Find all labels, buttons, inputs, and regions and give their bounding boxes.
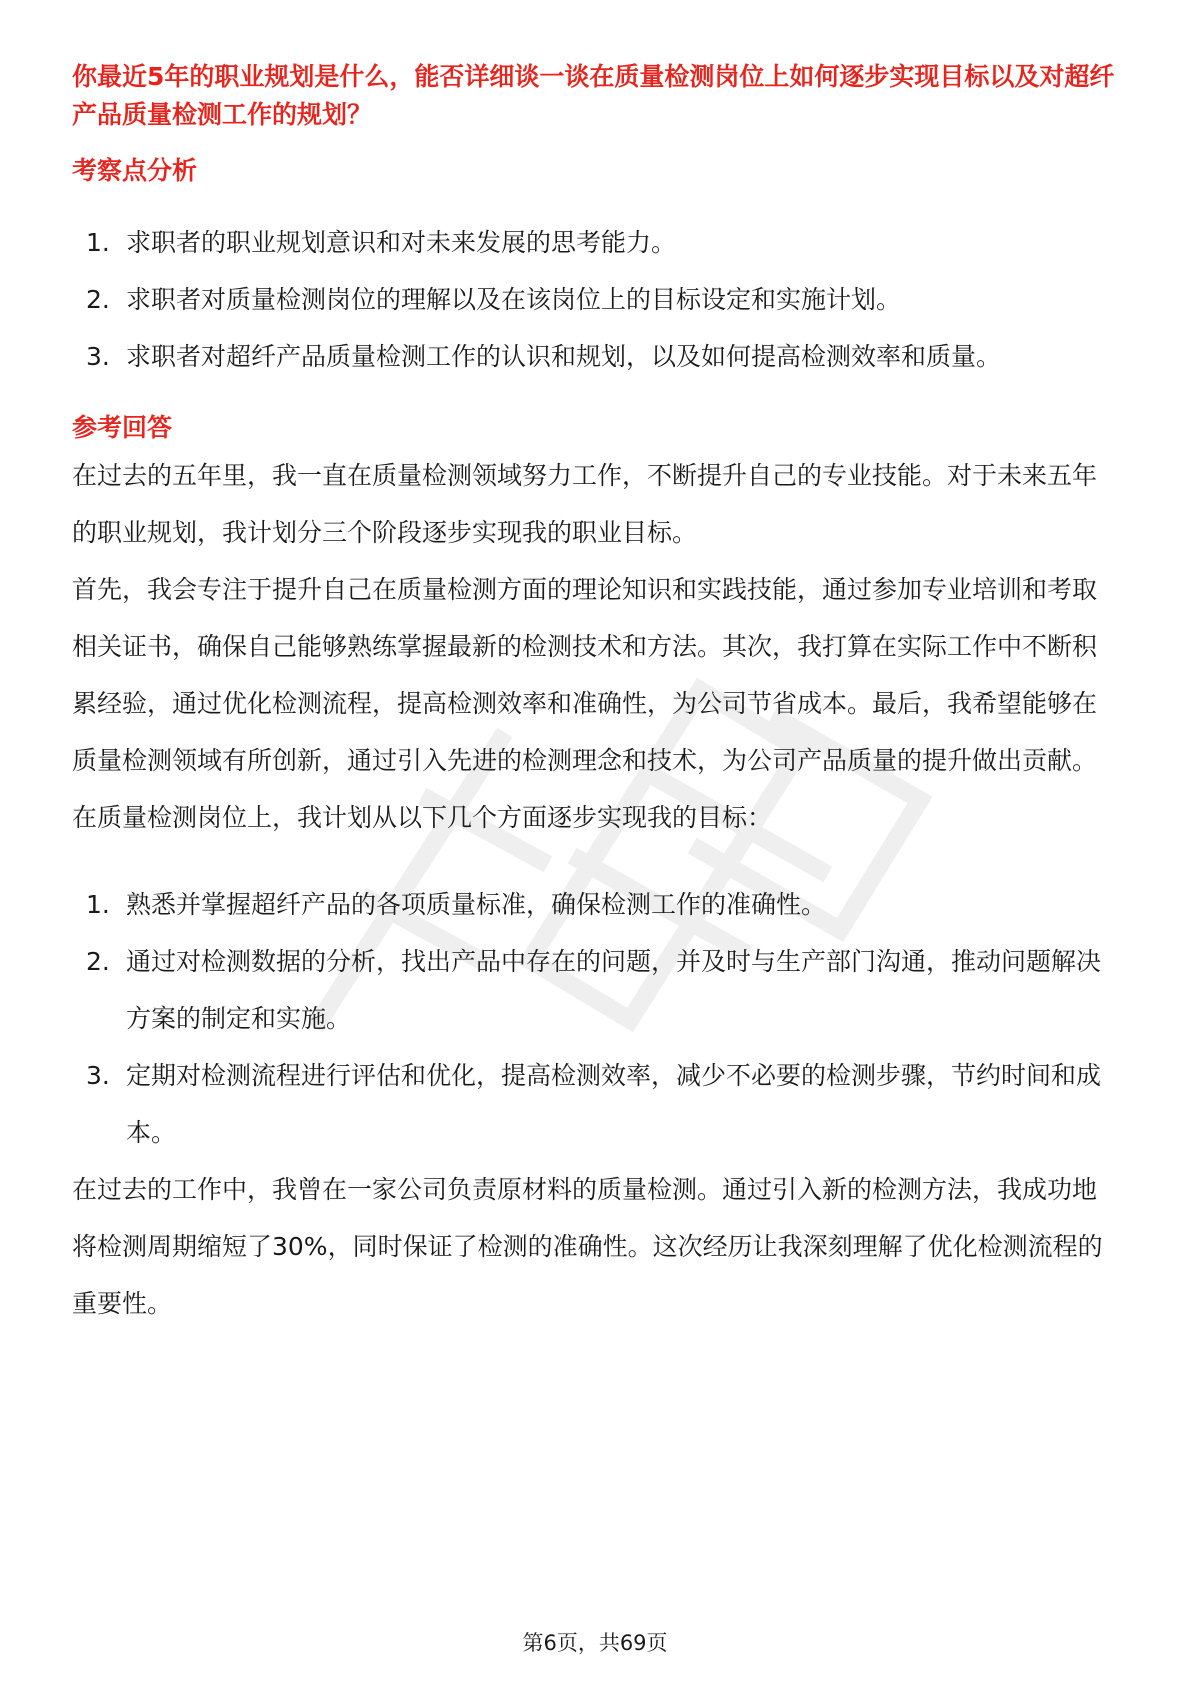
answer-section-title: 参考回答 <box>72 413 173 442</box>
list-item <box>72 214 1118 271</box>
answer-paragraph: 在过去的工作中，我曾在一家公司负责原材料的质量检测。通过引入新的检测方法，我成功地将检测周期缩短了30%，同时保证了检测的准确性。这次经历让我深刻理解了优化检测流程的重要性。 <box>72 1175 1103 1318</box>
list-item-text: 熟悉并掌握超纤产品的各项质量标准，确保检测工作的准确性。 <box>126 890 827 919</box>
list-item <box>72 876 1118 933</box>
analysis-list <box>72 214 1118 385</box>
list-item-number: 3. <box>86 1061 110 1090</box>
answer-list <box>72 876 1118 1161</box>
answer-paragraph: 在质量检测岗位上，我计划从以下几个方面逐步实现我的目标： <box>72 803 773 832</box>
question-heading: 你最近5年的职业规划是什么，能否详细谈一谈在质量检测岗位上如何逐步实现目标以及对超纤产品质量检测工作的规划？ <box>72 62 1115 129</box>
list-item <box>72 328 1118 385</box>
list-item-text: 求职者的职业规划意识和对未来发展的思考能力。 <box>126 228 677 257</box>
list-item <box>72 271 1118 328</box>
analysis-section-title: 考察点分析 <box>72 156 198 185</box>
list-item-text: 通过对检测数据的分析，找出产品中存在的问题，并及时与生产部门沟通，推动问题解决方案的制定和实施。 <box>126 947 1102 1033</box>
list-item <box>72 1047 1118 1161</box>
answer-paragraph: 首先，我会专注于提升自己在质量检测方面的理论知识和实践技能，通过参加专业培训和考取相关证书，确保自己能够熟练掌握最新的检测技术和方法。其次，我打算在实际工作中不断积累经验，通过优化检测流程，提高检测效率和准确性，为公司节省成本。最后，我希望能够在质量检测领域有所创新，通过引入先进的检测理念和技术，为公司产品质量的提升做出贡献。 <box>72 575 1098 775</box>
list-item-text: 求职者对质量检测岗位的理解以及在该岗位上的目标设定和实施计划。 <box>126 285 902 314</box>
answer-paragraph: 在过去的五年里，我一直在质量检测领域努力工作，不断提升自己的专业技能。对于未来五年的职业规划，我计划分三个阶段逐步实现我的职业目标。 <box>72 461 1098 547</box>
list-item-number: 3. <box>86 342 110 371</box>
document-page <box>72 58 1118 1332</box>
page-number: 第6页，共69页 <box>522 1631 668 1655</box>
list-item-number: 2. <box>86 947 110 976</box>
list-item-text: 定期对检测流程进行评估和优化，提高检测效率，减少不必要的检测步骤，节约时间和成本。 <box>126 1061 1102 1147</box>
list-item-number: 2. <box>86 285 110 314</box>
list-item-text: 求职者对超纤产品质量检测工作的认识和规划，以及如何提高检测效率和质量。 <box>126 342 1002 371</box>
list-item-number: 1. <box>86 228 110 257</box>
list-item <box>72 933 1118 1047</box>
list-item-number: 1. <box>86 890 110 919</box>
